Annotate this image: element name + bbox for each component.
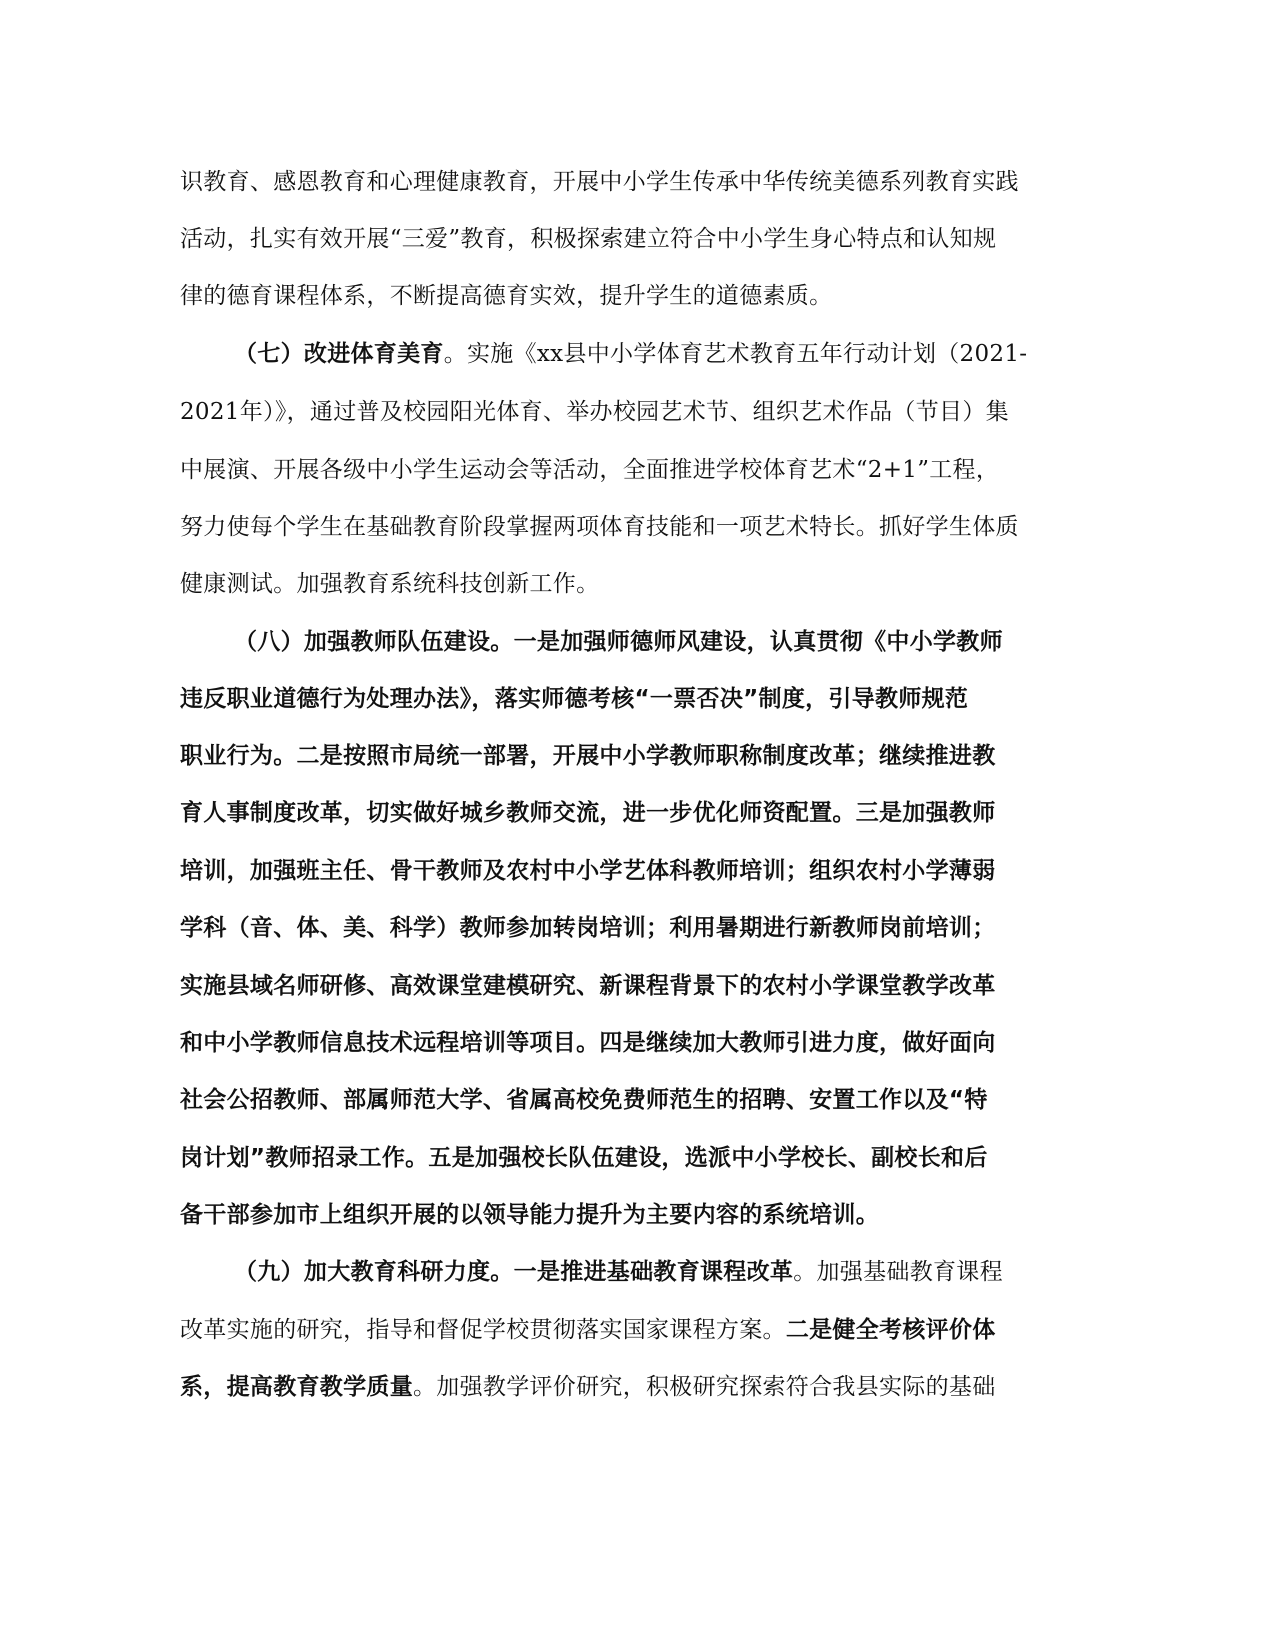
text-run: 岗计划”教师招录工作。五是加强校长队伍建设，选派中小学校长、副校长和后 <box>180 1145 988 1171</box>
text-run: 。加强教学评价研究，积极研究探索符合我县实际的基础 <box>413 1374 996 1400</box>
p4-line-3 <box>180 1367 996 1407</box>
text-run: 实施县域名师研修、高效课堂建模研究、新课程背景下的农村小学课堂教学改革 <box>180 973 996 999</box>
section-heading-8: （八）加强教师队伍建设。一是加强师德师风建设，认真贯彻《中小学教师 <box>234 629 1003 655</box>
text-run: 职业行为。二是按照市局统一部署，开展中小学教师职称制度改革；继续推进教 <box>180 743 996 769</box>
text-run: 。加强基础教育课程 <box>793 1259 1003 1285</box>
text-run: 健康测试。加强教育系统科技创新工作。 <box>180 571 600 597</box>
p3-line-11 <box>180 1195 879 1235</box>
text-run: 。实施《xx县中小学体育艺术教育五年行动计划（2021- <box>443 341 1028 367</box>
text-run: 努力使每个学生在基础教育阶段掌握两项体育技能和一项艺术特长。抓好学生体质 <box>180 514 1019 540</box>
text-run: 改革实施的研究，指导和督促学校贯彻落实国家课程方案。 <box>180 1317 786 1343</box>
text-run: 培训，加强班主任、骨干教师及农村中小学艺体科教师培训；组织农村小学薄弱 <box>180 858 996 884</box>
text-run: 和中小学教师信息技术远程培训等项目。四是继续加大教师引进力度，做好面向 <box>180 1030 996 1056</box>
p3-line-3 <box>180 736 996 776</box>
text-run: 育人事制度改革，切实做好城乡教师交流，进一步优化师资配置。三是加强教师 <box>180 800 996 826</box>
text-run: 备干部参加市上组织开展的以领导能力提升为主要内容的系统培训。 <box>180 1202 879 1228</box>
text-run: 律的德育课程体系，不断提高德育实效，提升学生的道德素质。 <box>180 283 833 309</box>
p2-line-5 <box>180 564 599 604</box>
p2-line-2 <box>180 392 1009 432</box>
p3-line-8 <box>180 1023 996 1063</box>
p3-line-5 <box>180 851 996 891</box>
p4-line-1 <box>234 1252 1003 1292</box>
text-run: 社会公招教师、部属师范大学、省属高校免费师范生的招聘、安置工作以及“特 <box>180 1087 988 1113</box>
text-run: 识教育、感恩教育和心理健康教育，开展中小学生传承中华传统美德系列教育实践 <box>180 169 1019 195</box>
p3-line-4 <box>180 793 996 833</box>
text-run: 违反职业道德行为处理办法》，落实师德考核“一票否决”制度，引导教师规范 <box>180 686 969 712</box>
p3-line-7 <box>180 966 996 1006</box>
p3-line-2 <box>180 679 968 719</box>
text-run: 二是健全考核评价体 <box>785 1317 996 1343</box>
section-heading-7: （七）改进体育美育 <box>234 341 444 367</box>
section-heading-9: （九）加大教育科研力度。一是推进基础教育课程改革 <box>234 1259 794 1285</box>
p1-line-3 <box>180 276 832 316</box>
p3-line-1 <box>234 622 1003 662</box>
text-run: 中展演、开展各级中小学生运动会等活动，全面推进学校体育艺术“2+1”工程， <box>180 457 1000 483</box>
text-run: 学科（音、体、美、科学）教师参加转岗培训；利用暑期进行新教师岗前培训； <box>180 915 996 941</box>
text-run: 2021年）》，通过普及校园阳光体育、举办校园艺术节、组织艺术作品（节目）集 <box>180 399 1009 425</box>
p3-line-9 <box>180 1080 988 1120</box>
p3-line-6 <box>180 908 996 948</box>
p2-line-1 <box>234 334 1027 374</box>
p2-line-4 <box>180 507 1019 547</box>
p4-line-2 <box>180 1310 996 1350</box>
text-run: 活动，扎实有效开展“三爱”教育，积极探索建立符合中小学生身心特点和认知规 <box>180 226 997 252</box>
p1-line-1 <box>180 162 1019 202</box>
text-run: 系，提高教育教学质量 <box>180 1374 413 1400</box>
p1-line-2 <box>180 219 996 259</box>
p3-line-10 <box>180 1138 988 1178</box>
p2-line-3 <box>180 450 999 490</box>
